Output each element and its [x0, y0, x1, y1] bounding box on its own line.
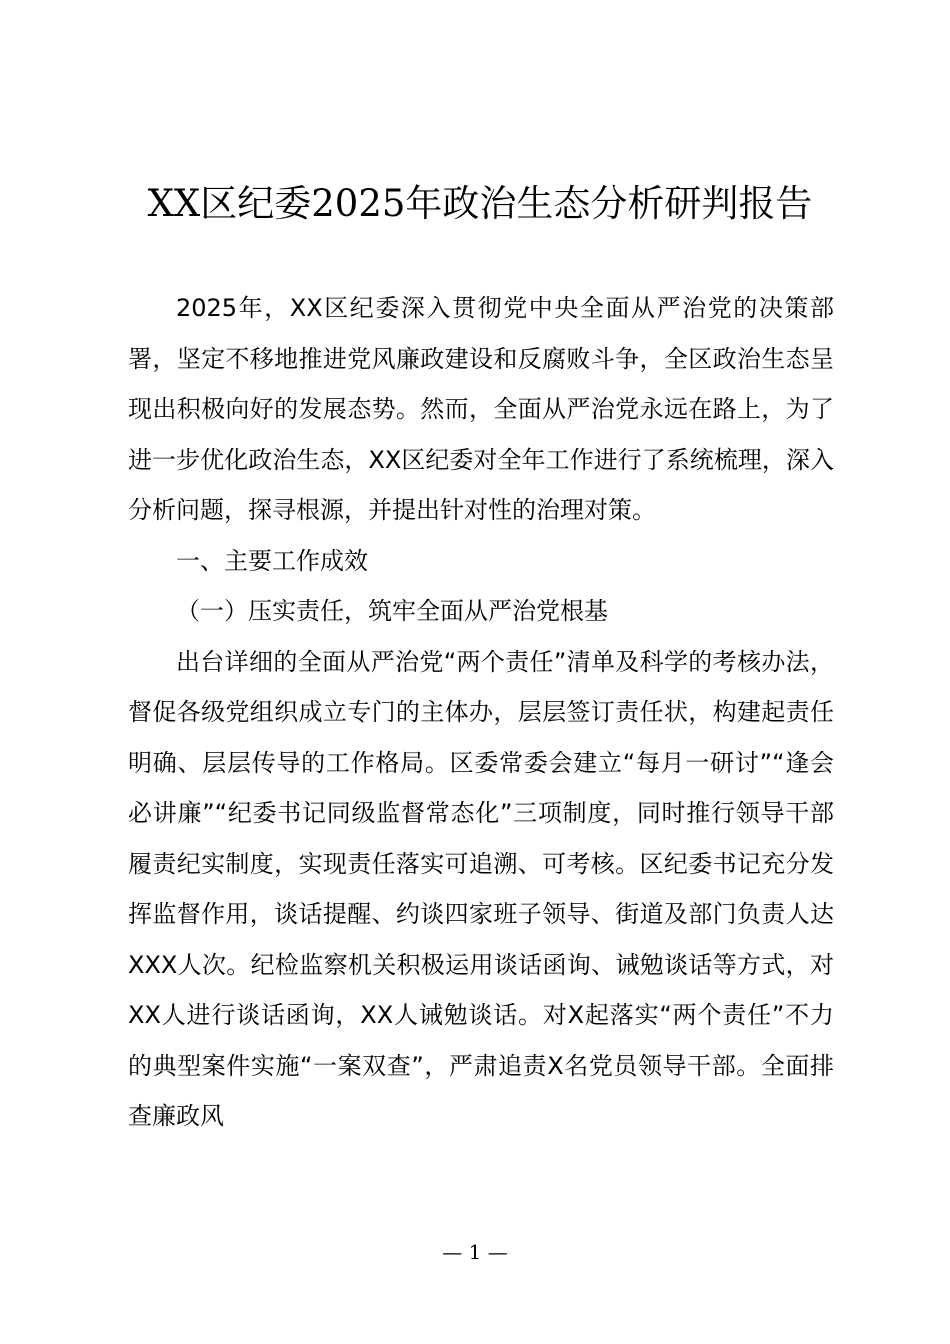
document-body: [128, 283, 834, 1142]
page-number: — 1 —: [442, 1240, 508, 1264]
document-title: XX区纪委2025年政治生态分析研判报告: [147, 182, 813, 225]
section-heading: 一、主要工作成效: [176, 546, 368, 575]
intro-paragraph: 2025年，XX区纪委深入贯彻党中央全面从严治党的决策部署，坚定不移地推进党风廉政建设和反腐败斗争，全区政治生态呈现出积极向好的发展态势。然而，全面从严治党永远在路上，为了进一步优化政治生态，XX区纪委对全年工作进行了系统梳理，深入分析问题，探寻根源，并提出针对性的治理对策。: [128, 294, 834, 524]
subsection-heading: （一）压实责任，筑牢全面从严治党根基: [176, 597, 608, 625]
body-paragraph: 出台详细的全面从严治党“两个责任”清单及科学的考核办法，督促各级党组织成立专门的主体办，层层签订责任状，构建起责任明确、层层传导的工作格局。区委常委会建立“每月一研讨”“逢会必讲廉”“纪委书记同级监督常态化”三项制度，同时推行领导干部履责纪实制度，实现责任落实可追溯、可考核。区纪委书记充分发挥监督作用，谈话提醒、约谈四家班子领导、街道及部门负责人达XXX人次。纪检监察机关积极运用谈话函询、诫勉谈话等方式，对XX人进行谈话函询，XX人诫勉谈话。对X起落实“两个责任”不力的典型案件实施“一案双查”，严肃追责X名党员领导干部。全面排查廉政风: [128, 647, 834, 1130]
